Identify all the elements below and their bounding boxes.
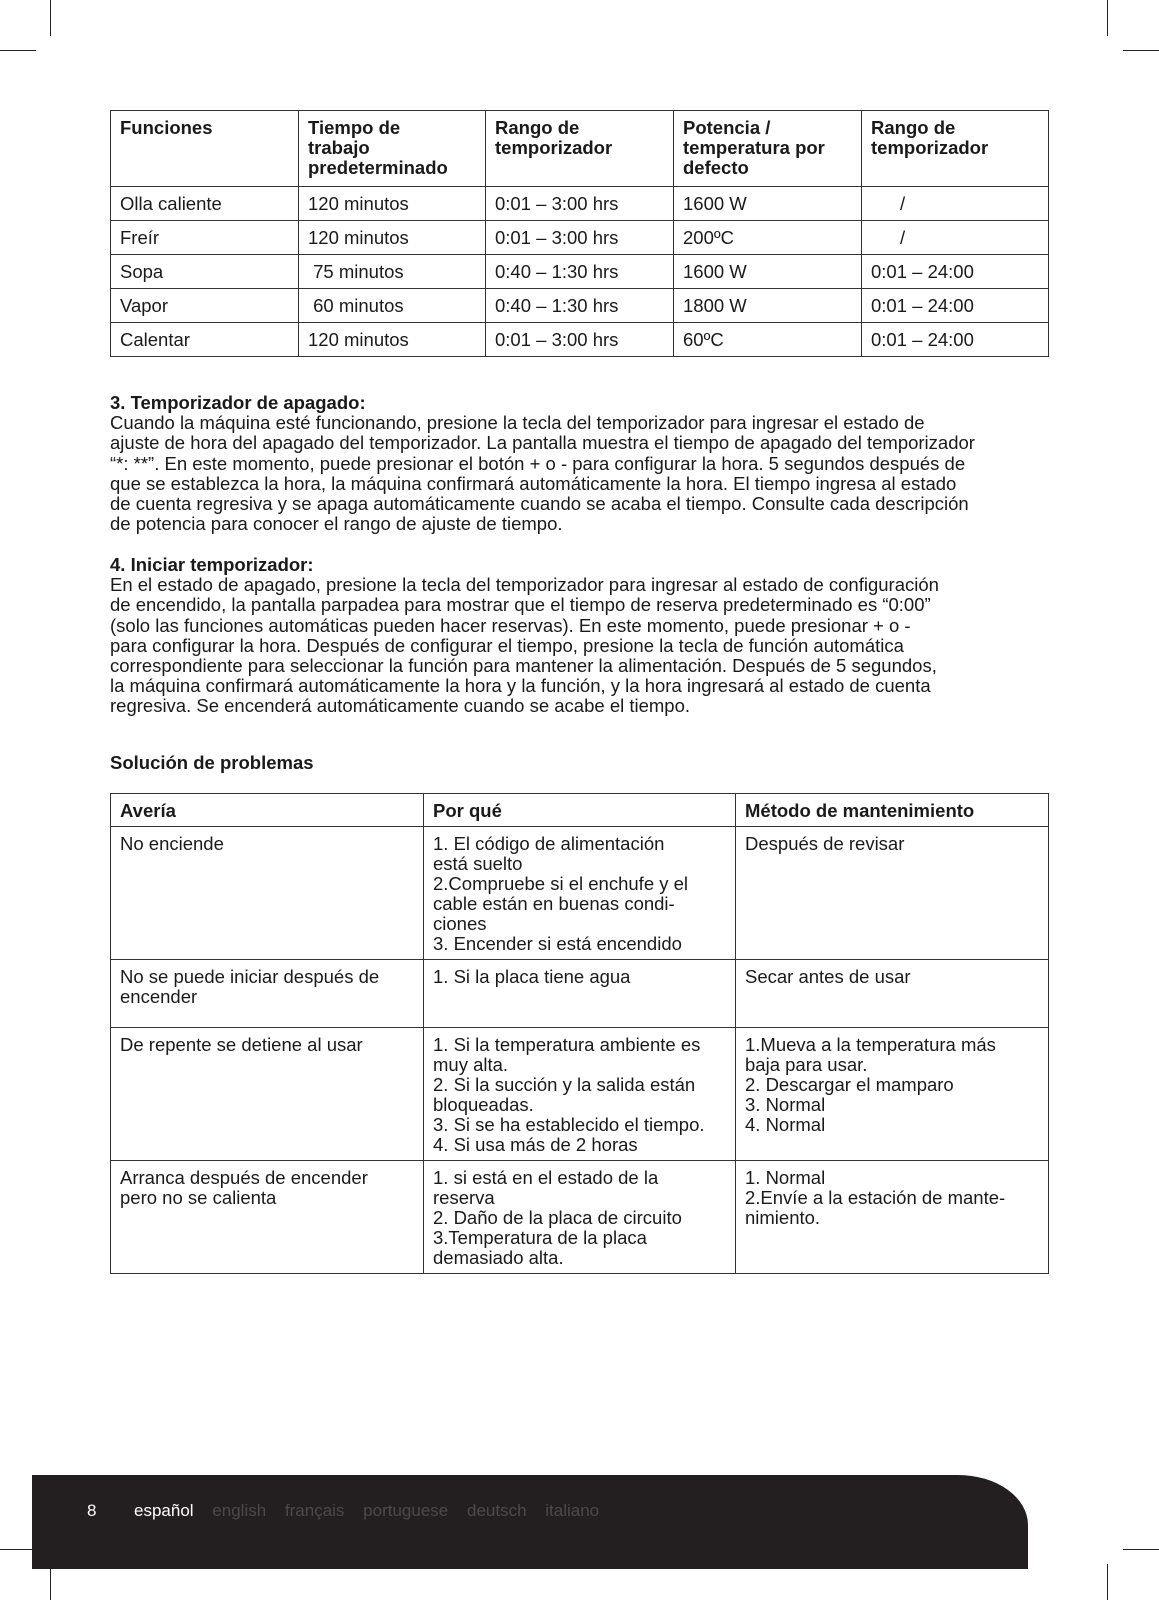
- table-cell: Olla caliente: [111, 187, 299, 221]
- language-english: english: [212, 1501, 267, 1520]
- table-cell: Después de revisar: [736, 827, 1049, 960]
- crop-mark: [50, 0, 51, 36]
- table-cell: /: [862, 221, 1049, 255]
- table-cell: No se puede iniciar después de encender: [111, 960, 424, 1028]
- table-cell: 0:01 – 3:00 hrs: [486, 221, 674, 255]
- table-cell: Vapor: [111, 289, 299, 323]
- crop-mark: [1123, 50, 1159, 51]
- column-header: Rango de temporizador: [862, 111, 1049, 187]
- table-cell: 1. si está en el estado de la reserva 2. Daño de la placa de circuito 3.Temperatura de la placa demasiado alta.: [424, 1161, 736, 1274]
- crop-mark: [50, 1564, 51, 1600]
- table-cell: 1800 W: [674, 289, 862, 323]
- section-body: En el estado de apagado, presione la tecla del temporizador para ingresar al estado de configuración de encendido, la pantalla parpadea para mostrar que el tiempo de reserva predeterminado es “0:00” (solo las funciones automáticas pueden hacer reservas). En este momento, puede presionar + o - para configurar la hora. Después de configurar el tiempo, presione la tecla de función automática correspondiente para seleccionar la función para mantener la alimentación. Después de 5 segundos, la máquina confirmará automáticamente la hora y la función, y la hora ingresará al estado de cuenta regresiva. Se encenderá automáticamente cuando se acabe el tiempo.: [110, 574, 939, 717]
- table-cell: 0:01 – 24:00: [862, 323, 1049, 357]
- table-cell: 1. Si la placa tiene agua: [424, 960, 736, 1028]
- table-row: [111, 827, 1049, 960]
- table-cell: 120 minutos: [299, 221, 486, 255]
- table-cell: 0:40 – 1:30 hrs: [486, 289, 674, 323]
- table-cell: 1. Normal 2.Envíe a la estación de mante- nimiento.: [736, 1161, 1049, 1274]
- table-cell: 0:40 – 1:30 hrs: [486, 255, 674, 289]
- table-row: [111, 960, 1049, 1028]
- troubleshooting-table: [110, 793, 1049, 1274]
- table-header-row: [111, 794, 1049, 827]
- section-off-timer: [110, 393, 1070, 534]
- table-cell: 200ºC: [674, 221, 862, 255]
- table-cell: Sopa: [111, 255, 299, 289]
- table-cell: 75 minutos: [299, 255, 486, 289]
- table-cell: 0:01 – 3:00 hrs: [486, 187, 674, 221]
- troubleshooting-heading: Solución de problemas: [110, 752, 314, 773]
- section-heading: 4. Iniciar temporizador:: [110, 554, 314, 575]
- table-cell: /: [862, 187, 1049, 221]
- table-cell: 60ºC: [674, 323, 862, 357]
- table-row: [111, 1161, 1049, 1274]
- section-body: Cuando la máquina esté funcionando, presione la tecla del temporizador para ingresar el estado de ajuste de hora del apagado del temporizador. La pantalla muestra el tiempo de apagado del temporizador “*: **”. En este momento, puede presionar el botón + o - para configurar la hora. 5 segundos después de que se establezca la hora, la máquina confirmará automáticamente la hora. El tiempo ingresa al estado de cuenta regresiva y se apaga automáticamente cuando se acaba el tiempo. Consulte cada descripción de potencia para conocer el rango de ajuste de tiempo.: [110, 412, 975, 535]
- page-number: 8: [87, 1501, 97, 1520]
- column-header: Avería: [111, 794, 424, 827]
- crop-mark: [0, 1549, 36, 1550]
- table-row: [111, 289, 1049, 323]
- column-header: Funciones: [111, 111, 299, 187]
- table-cell: 1600 W: [674, 187, 862, 221]
- language-francais: français: [284, 1501, 345, 1520]
- section-start-timer: [110, 555, 1070, 717]
- crop-mark: [1123, 1549, 1159, 1550]
- column-header: Método de mantenimiento: [736, 794, 1049, 827]
- table-cell: 0:01 – 24:00: [862, 289, 1049, 323]
- language-espanol: español: [134, 1501, 194, 1520]
- functions-table: [110, 110, 1049, 357]
- table-cell: No enciende: [111, 827, 424, 960]
- table-cell: 1600 W: [674, 255, 862, 289]
- table-cell: 0:01 – 3:00 hrs: [486, 323, 674, 357]
- table-cell: 0:01 – 24:00: [862, 255, 1049, 289]
- table-cell: Freír: [111, 221, 299, 255]
- language-deutsch: deutsch: [466, 1501, 527, 1520]
- table-row: [111, 323, 1049, 357]
- table-header-row: [111, 111, 1049, 187]
- table-row: [111, 221, 1049, 255]
- table-row: [111, 1028, 1049, 1161]
- table-cell: Secar antes de usar: [736, 960, 1049, 1028]
- table-cell: 1. El código de alimentación está suelto 2.Compruebe si el enchufe y el cable están en buenas condi- ciones 3. Encender si está encendido: [424, 827, 736, 960]
- section-heading: 3. Temporizador de apagado:: [110, 392, 366, 413]
- language-italiano: italiano: [545, 1501, 600, 1520]
- table-cell: 1. Si la temperatura ambiente es muy alta. 2. Si la succión y la salida están bloqueadas. 3. Si se ha establecido el tiempo. 4. Si usa más de 2 horas: [424, 1028, 736, 1161]
- language-portuguese: portuguese: [363, 1501, 449, 1520]
- crop-mark: [1107, 1564, 1108, 1600]
- language-nav: [134, 1501, 613, 1521]
- table-cell: Calentar: [111, 323, 299, 357]
- table-row: [111, 187, 1049, 221]
- table-cell: 60 minutos: [299, 289, 486, 323]
- column-header: Rango de temporizador: [486, 111, 674, 187]
- footer-bar: [32, 1475, 1028, 1569]
- column-header: Tiempo de trabajo predeterminado: [299, 111, 486, 187]
- table-cell: 120 minutos: [299, 187, 486, 221]
- table-cell: Arranca después de encender pero no se calienta: [111, 1161, 424, 1274]
- column-header: Potencia / temperatura por defecto: [674, 111, 862, 187]
- table-cell: 1.Mueva a la temperatura más baja para usar. 2. Descargar el mamparo 3. Normal 4. Normal: [736, 1028, 1049, 1161]
- crop-mark: [1107, 0, 1108, 36]
- table-cell: De repente se detiene al usar: [111, 1028, 424, 1161]
- table-row: [111, 255, 1049, 289]
- table-cell: 120 minutos: [299, 323, 486, 357]
- column-header: Por qué: [424, 794, 736, 827]
- crop-mark: [0, 50, 36, 51]
